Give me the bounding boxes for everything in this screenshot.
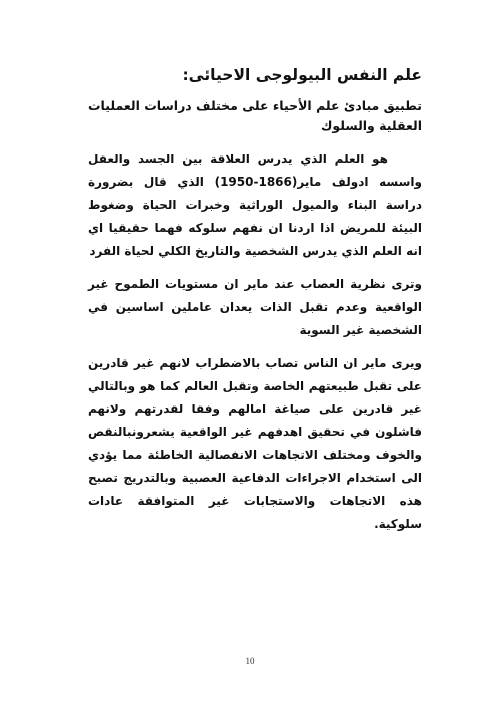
paragraph-definition: هو العلم الذي يدرس العلاقة بين الجسد والعقل واسسه ادولف ماير(1866-1950) الذي قال بضرورة دراسة البناء والميول الوراثية وخبرات الحياة وضغوط البيئة للمريض اذا اردنا ان نفهم سلوكه فهما حقيقيا اي انه العلم الذي يدرس الشخصية والتاريخ الكلي لحياة الفرد [88, 152, 422, 258]
paragraph-neurosis-theory: وترى نظرية العصاب عند ماير ان مستويات الطموح غير الواقعية وعدم تقبل الذات يعدان عاملين اساسين في الشخصية غير السوية [88, 277, 422, 337]
intro-definition: تطبيق مبادئ علم الأحياء على مختلف دراسات العمليات العقلية والسلوك [88, 98, 422, 133]
page-content [88, 64, 422, 546]
page-number: 10 [245, 656, 255, 666]
paragraph-disorder-explanation: ويرى ماير ان الناس تصاب بالاضطراب لانهم غير قادرين على تقبل طبيعتهم الخاصة وتقبل العالم كما هو وبالتالي غير قادرين على صياغة امالهم وفقا لقدرتهم ولانهم فاشلون في تحقيق اهدفهم غير الواقعية يشعرونبالنقص والخوف ومختلف الاتجاهات الانفصالية الخاطئة مما يؤدي الى استخدام الاجراءات الدفاعية العصبية وبالتدريج تصبح هذه الاتجاهات والاستجابات غير المتوافقة عادات سلوكية. [88, 356, 422, 531]
section-heading: علم النفس البيولوجى الاحيائى: [182, 66, 422, 84]
